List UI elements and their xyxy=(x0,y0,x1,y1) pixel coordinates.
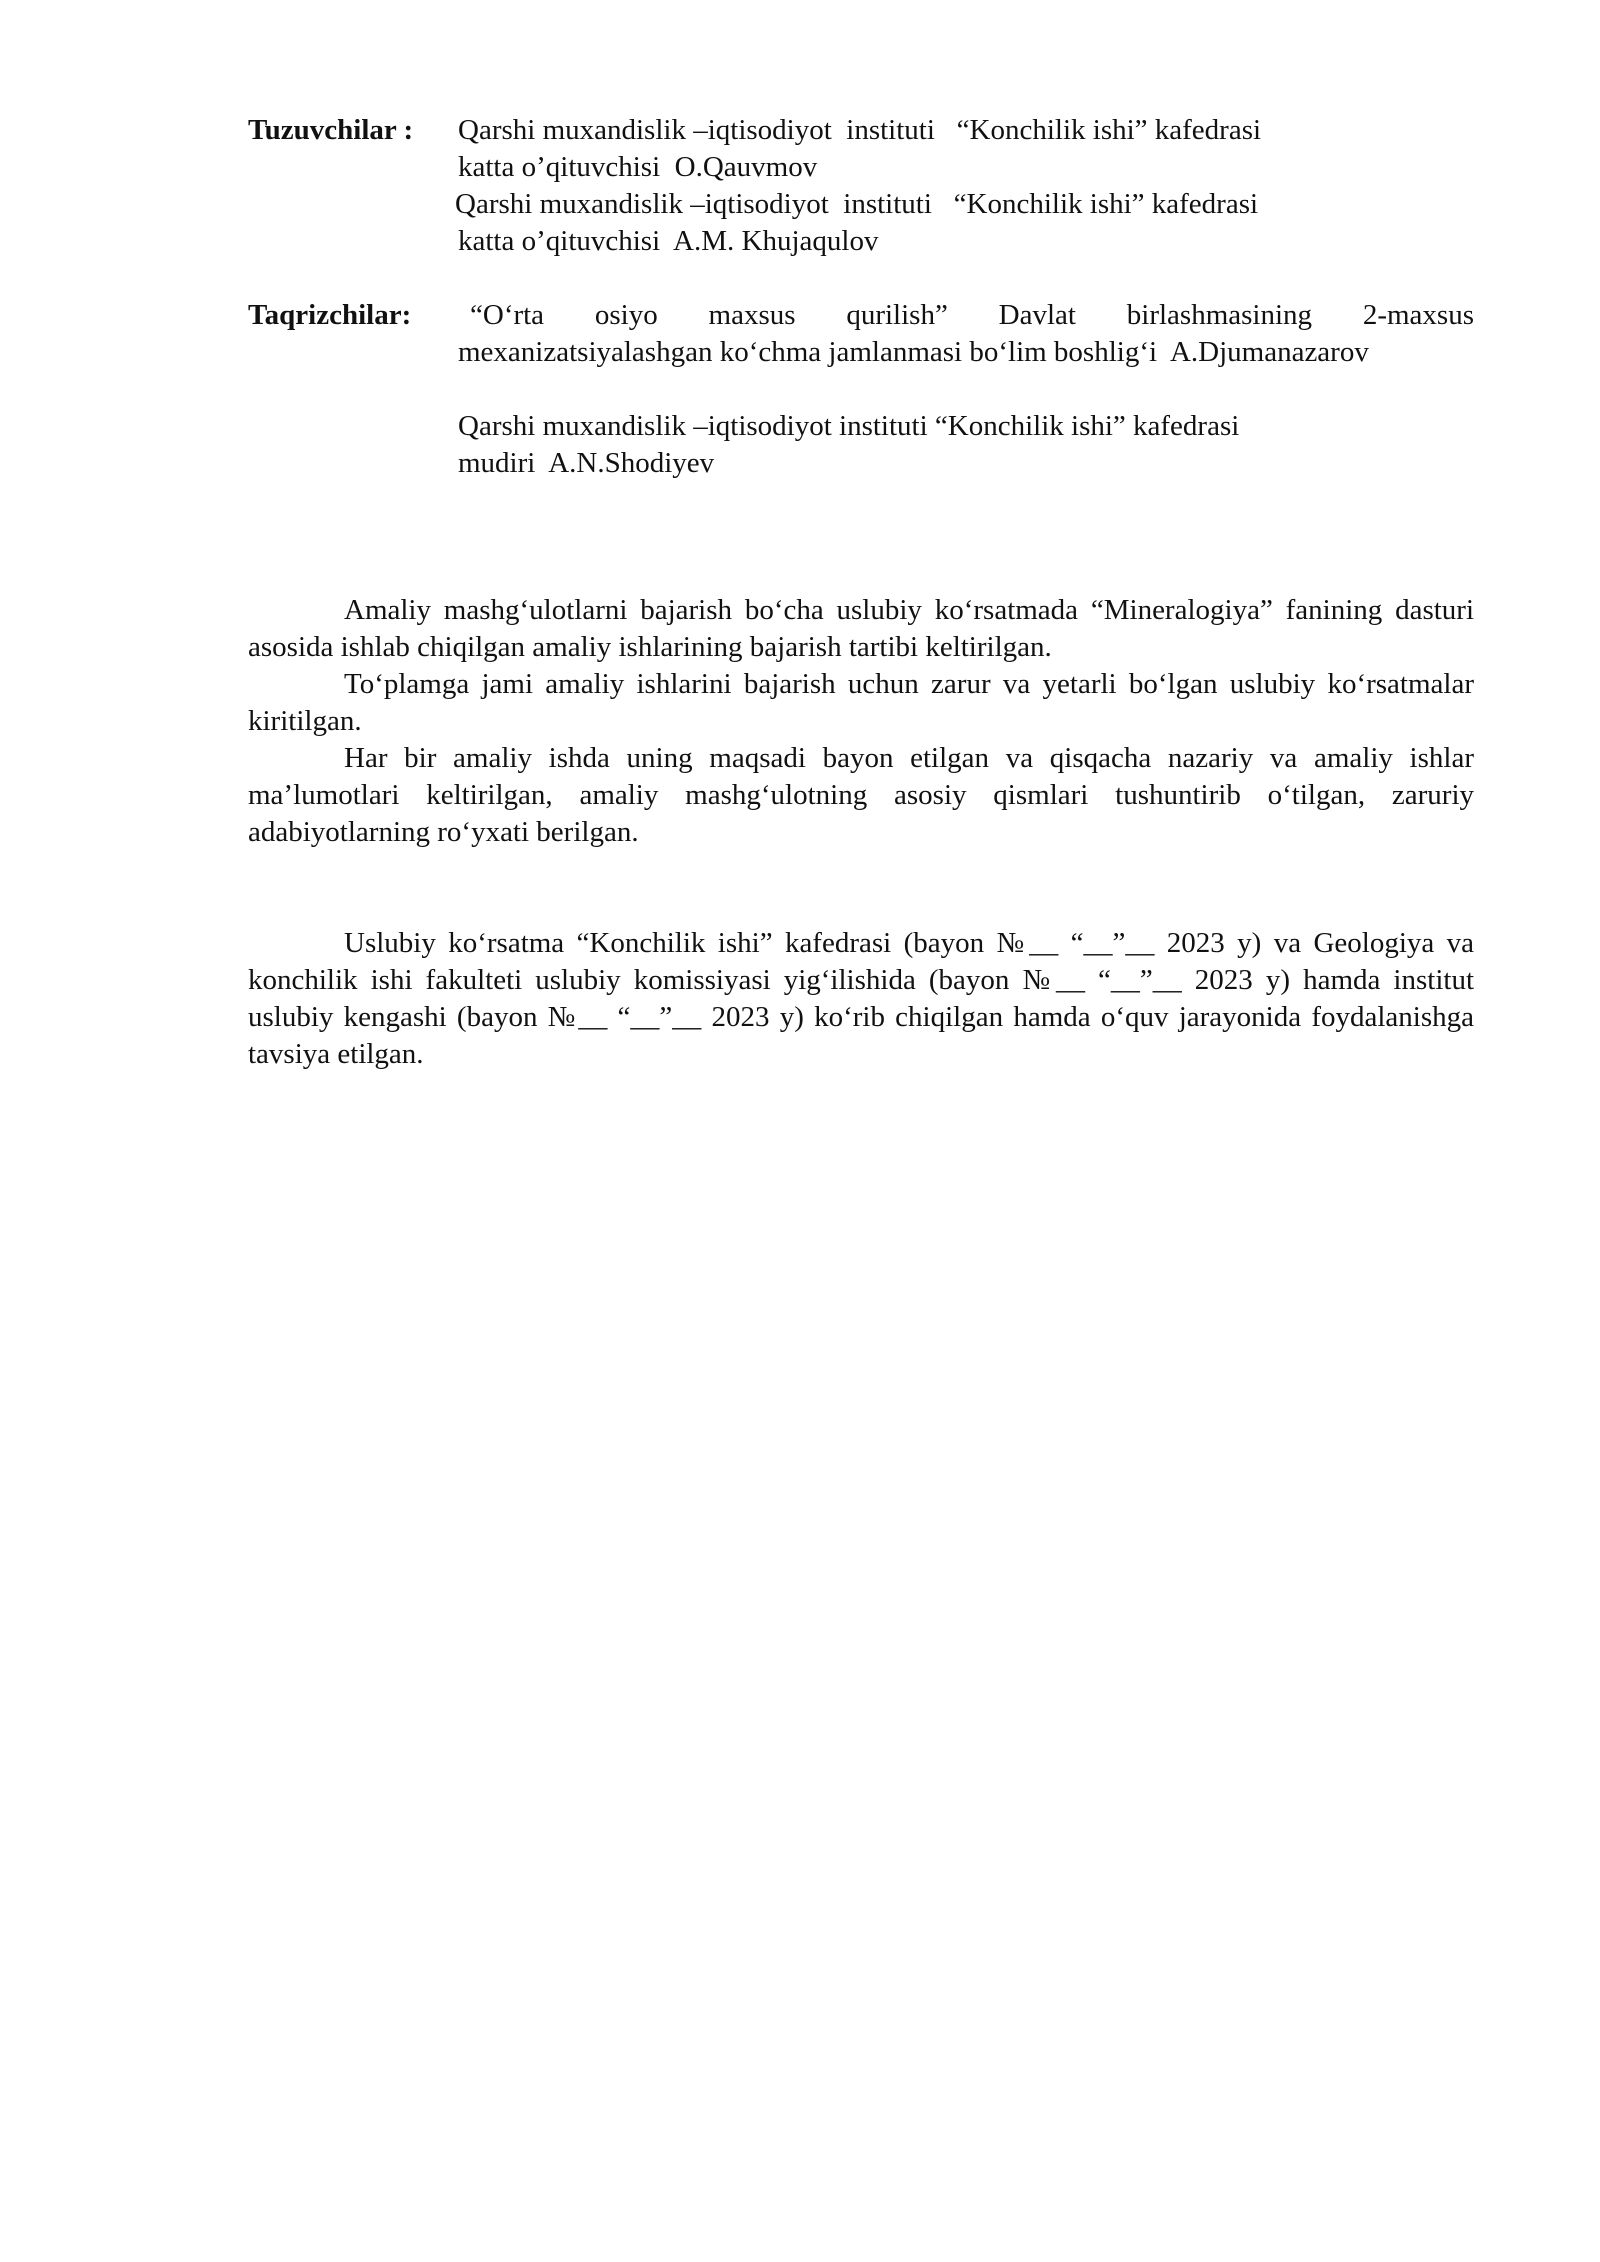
reviewer-line: mudiri A.N.Shodiyev xyxy=(458,447,715,479)
author-line: katta o’qituvchisi O.Qauvmov xyxy=(458,151,818,183)
authors-lines xyxy=(455,112,1474,260)
reviewers-lines xyxy=(458,297,1474,482)
spacer xyxy=(248,482,1474,592)
approval-paragraph: Uslubiy ko‘rsatma “Konchilik ishi” kafedrasi (bayon №__ “__”__ 2023 y) va Geologiya va konchilik ishi fakulteti uslubiy komissiyasi yig‘ilishida (bayon №__ “__”__ 2023 y) hamda institut uslubiy kengashi (bayon №__ “__”__ 2023 y) ko‘rib chiqilgan hamda o‘quv jarayonida foydalanishga tavsiya etilgan. xyxy=(248,927,1474,1070)
author-line: Qarshi muxandislik –iqtisodiyot instituti “Konchilik ishi” kafedrasi xyxy=(458,114,1262,146)
authors-section xyxy=(248,112,1474,260)
reviewer-line: mexanizatsiyalashgan ko‘chma jamlanmasi bo‘lim boshlig‘i A.Djumanazarov xyxy=(458,336,1369,368)
spacer xyxy=(248,260,1474,297)
page-content xyxy=(248,112,1474,1073)
reviewers-label: Taqrizchilar: xyxy=(248,299,412,331)
spacer xyxy=(458,371,1474,408)
body-paragraph: To‘plamga jami amaliy ishlarini bajarish uchun zarur va yetarli bo‘lgan uslubiy ko‘rsatmalar kiritilgan. xyxy=(248,668,1474,737)
author-line: Qarshi muxandislik –iqtisodiyot instituti “Konchilik ishi” kafedrasi xyxy=(455,188,1259,220)
spacer xyxy=(248,851,1474,925)
author-line: katta o’qituvchisi A.M. Khujaqulov xyxy=(458,225,879,257)
reviewer-line: “O‘rta osiyo maxsus qurilish” Davlat birlashmasining 2-maxsus xyxy=(470,299,1474,331)
reviewers-section xyxy=(248,297,1474,482)
reviewer-line: Qarshi muxandislik –iqtisodiyot instituti “Konchilik ishi” kafedrasi xyxy=(458,410,1240,442)
authors-label: Tuzuvchilar : xyxy=(248,114,414,146)
body-paragraph: Amaliy mashg‘ulotlarni bajarish bo‘cha uslubiy ko‘rsatmada “Mineralogiya” fanining dasturi asosida ishlab chiqilgan amaliy ishlarining bajarish tartibi keltirilgan. xyxy=(248,594,1474,663)
body-paragraph: Har bir amaliy ishda uning maqsadi bayon etilgan va qisqacha nazariy va amaliy ishlar ma’lumotlari keltirilgan, amaliy mashg‘ulotning asosiy qismlari tushuntirib o‘tilgan, zaruriy adabiyotlarning ro‘yxati berilgan. xyxy=(248,742,1474,848)
